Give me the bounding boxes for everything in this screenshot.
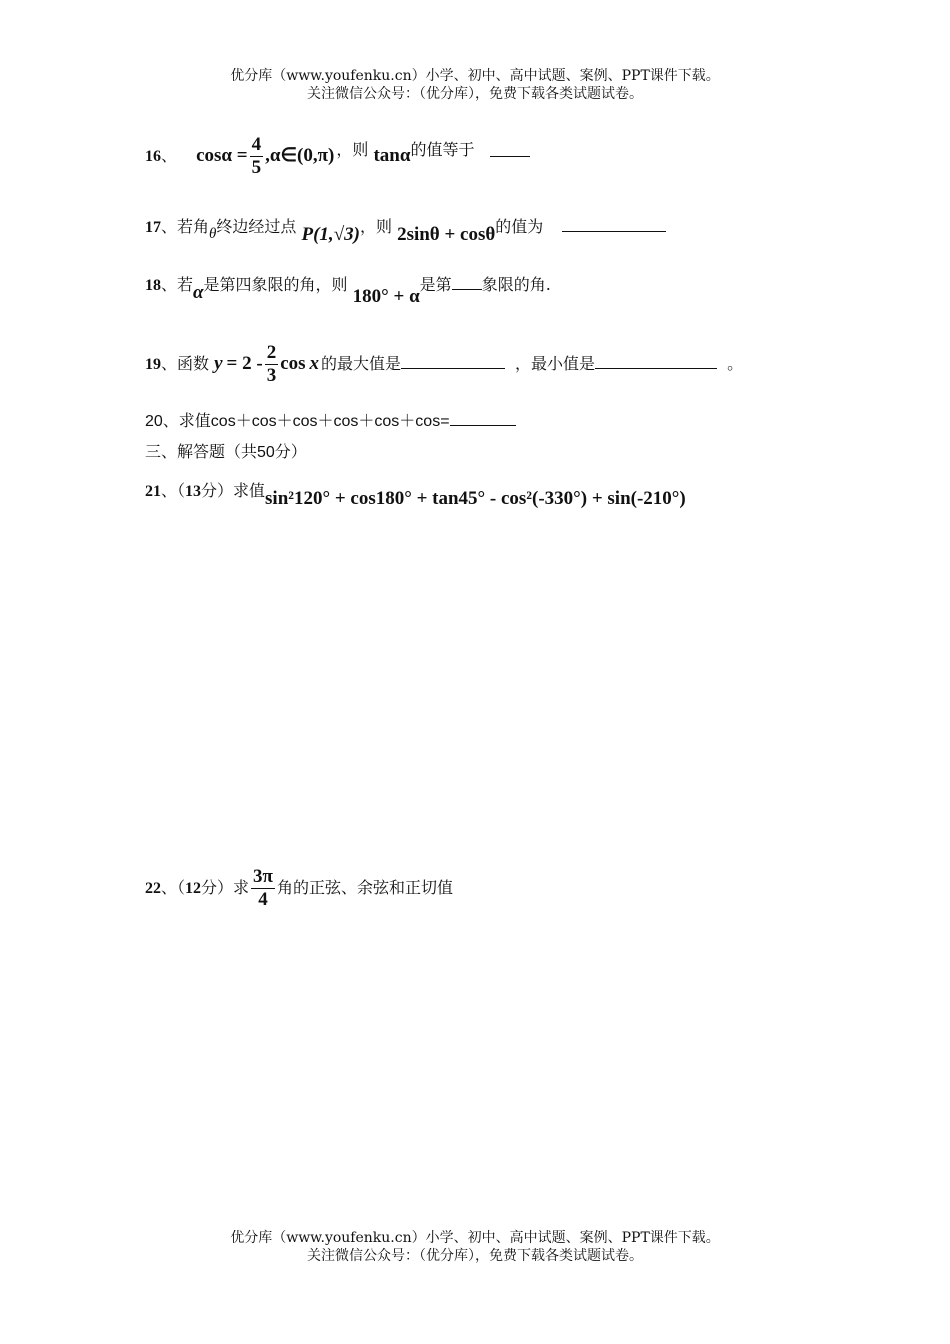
page-header bbox=[0, 67, 950, 103]
q18-alpha: α bbox=[193, 282, 204, 303]
q22-frac-bot: 4 bbox=[258, 889, 268, 910]
question-22 bbox=[145, 866, 453, 911]
q19-frac-top: 2 bbox=[266, 342, 277, 363]
q16-frac-bot: 5 bbox=[251, 157, 262, 178]
q19-equals-two-minus: = 2 - bbox=[226, 353, 263, 374]
q17-number: 17 bbox=[145, 219, 161, 236]
q17-text-3: ，则 bbox=[359, 217, 392, 236]
q18-text-4: 象限的角. bbox=[481, 275, 551, 294]
q19-fraction bbox=[265, 342, 279, 387]
page-footer bbox=[0, 1229, 950, 1265]
footer-line-1: 优分库（www.youfenku.cn）小学、初中、高中试题、案例、PPT课件下载。 bbox=[230, 1230, 720, 1246]
q19-text-3: ，最小值是 bbox=[515, 354, 596, 373]
q21-number: 21 bbox=[145, 483, 161, 500]
q19-x: x bbox=[309, 353, 320, 374]
q19-text-1: 、函数 bbox=[161, 354, 210, 373]
q16-frac-top: 4 bbox=[251, 134, 262, 155]
q22-frac-top: 3π bbox=[253, 866, 273, 887]
q19-frac-bot: 3 bbox=[266, 365, 277, 386]
q22-fraction bbox=[251, 866, 275, 911]
q22-score: 12 bbox=[185, 880, 202, 897]
q22-number: 22 bbox=[145, 880, 161, 897]
q18-answer-blank[interactable] bbox=[452, 289, 482, 290]
q19-text-2: 的最大值是 bbox=[321, 354, 402, 373]
q18-text-2: 是第四象限的角，则 bbox=[203, 275, 348, 294]
q17-answer-blank[interactable] bbox=[562, 231, 666, 232]
question-19 bbox=[145, 342, 743, 387]
q22-text-3: 角的正弦、余弦和正切值 bbox=[276, 878, 453, 897]
q17-expression: 2sinθ + cosθ bbox=[397, 224, 496, 245]
q21-text-2: 分）求值 bbox=[201, 481, 266, 500]
q19-min-blank[interactable] bbox=[595, 368, 717, 369]
q17-text-1: 、若角 bbox=[161, 217, 210, 236]
q18-text-1: 、若 bbox=[161, 275, 194, 294]
q22-text-2: 分）求 bbox=[201, 878, 250, 897]
section-3-text: 三、解答题（共50分） bbox=[145, 444, 307, 461]
q17-theta: θ bbox=[209, 226, 217, 242]
question-17 bbox=[145, 214, 666, 246]
q18-number: 18 bbox=[145, 277, 161, 294]
q19-y: y bbox=[214, 353, 223, 374]
q16-domain: ,α∈(0,π) bbox=[265, 145, 335, 166]
footer-line-2: 关注微信公众号：（优分库），免费下载各类试题试卷。 bbox=[307, 1248, 643, 1264]
q19-cos: cos bbox=[280, 353, 306, 374]
q17-point: P(1,√3) bbox=[301, 224, 360, 245]
q20-text: 20、求值cos＋cos＋cos＋cos＋cos＋cos= bbox=[145, 413, 450, 430]
q16-cos-alpha: cosα = bbox=[196, 145, 248, 166]
q17-text-4: 的值为 bbox=[495, 217, 544, 236]
q16-value-equals: 的值等于 bbox=[410, 140, 475, 159]
q20-answer-blank[interactable] bbox=[450, 425, 516, 426]
question-21 bbox=[145, 478, 686, 510]
header-line-2: 关注微信公众号：（优分库），免费下载各类试题试卷。 bbox=[307, 86, 643, 102]
question-20 bbox=[145, 408, 516, 431]
q16-fraction bbox=[250, 134, 264, 179]
q16-then: ，则 bbox=[336, 140, 369, 159]
q19-max-blank[interactable] bbox=[401, 368, 505, 369]
q21-expression: sin²120° + cos180° + tan45° - cos²(-330°) + sin(-210°) bbox=[265, 488, 686, 509]
section-3-title bbox=[145, 439, 307, 462]
q18-text-3: 是第 bbox=[419, 275, 452, 294]
q17-text-2: 终边经过点 bbox=[216, 217, 297, 236]
q19-number: 19 bbox=[145, 356, 161, 373]
q16-number: 16 bbox=[145, 148, 161, 165]
q19-text-4: 。 bbox=[727, 354, 744, 373]
q21-text-1: 、（ bbox=[161, 481, 186, 500]
q16-tan-alpha: tanα bbox=[373, 145, 411, 166]
q18-expression: 180° + α bbox=[352, 286, 420, 307]
header-line-1: 优分库（www.youfenku.cn）小学、初中、高中试题、案例、PPT课件下载。 bbox=[230, 68, 720, 84]
q16-answer-blank[interactable] bbox=[490, 156, 530, 157]
question-18 bbox=[145, 272, 551, 308]
q22-text-1: 、（ bbox=[161, 878, 186, 897]
q21-score: 13 bbox=[185, 483, 202, 500]
q16-sep: 、 bbox=[161, 146, 178, 165]
question-16 bbox=[145, 134, 530, 179]
